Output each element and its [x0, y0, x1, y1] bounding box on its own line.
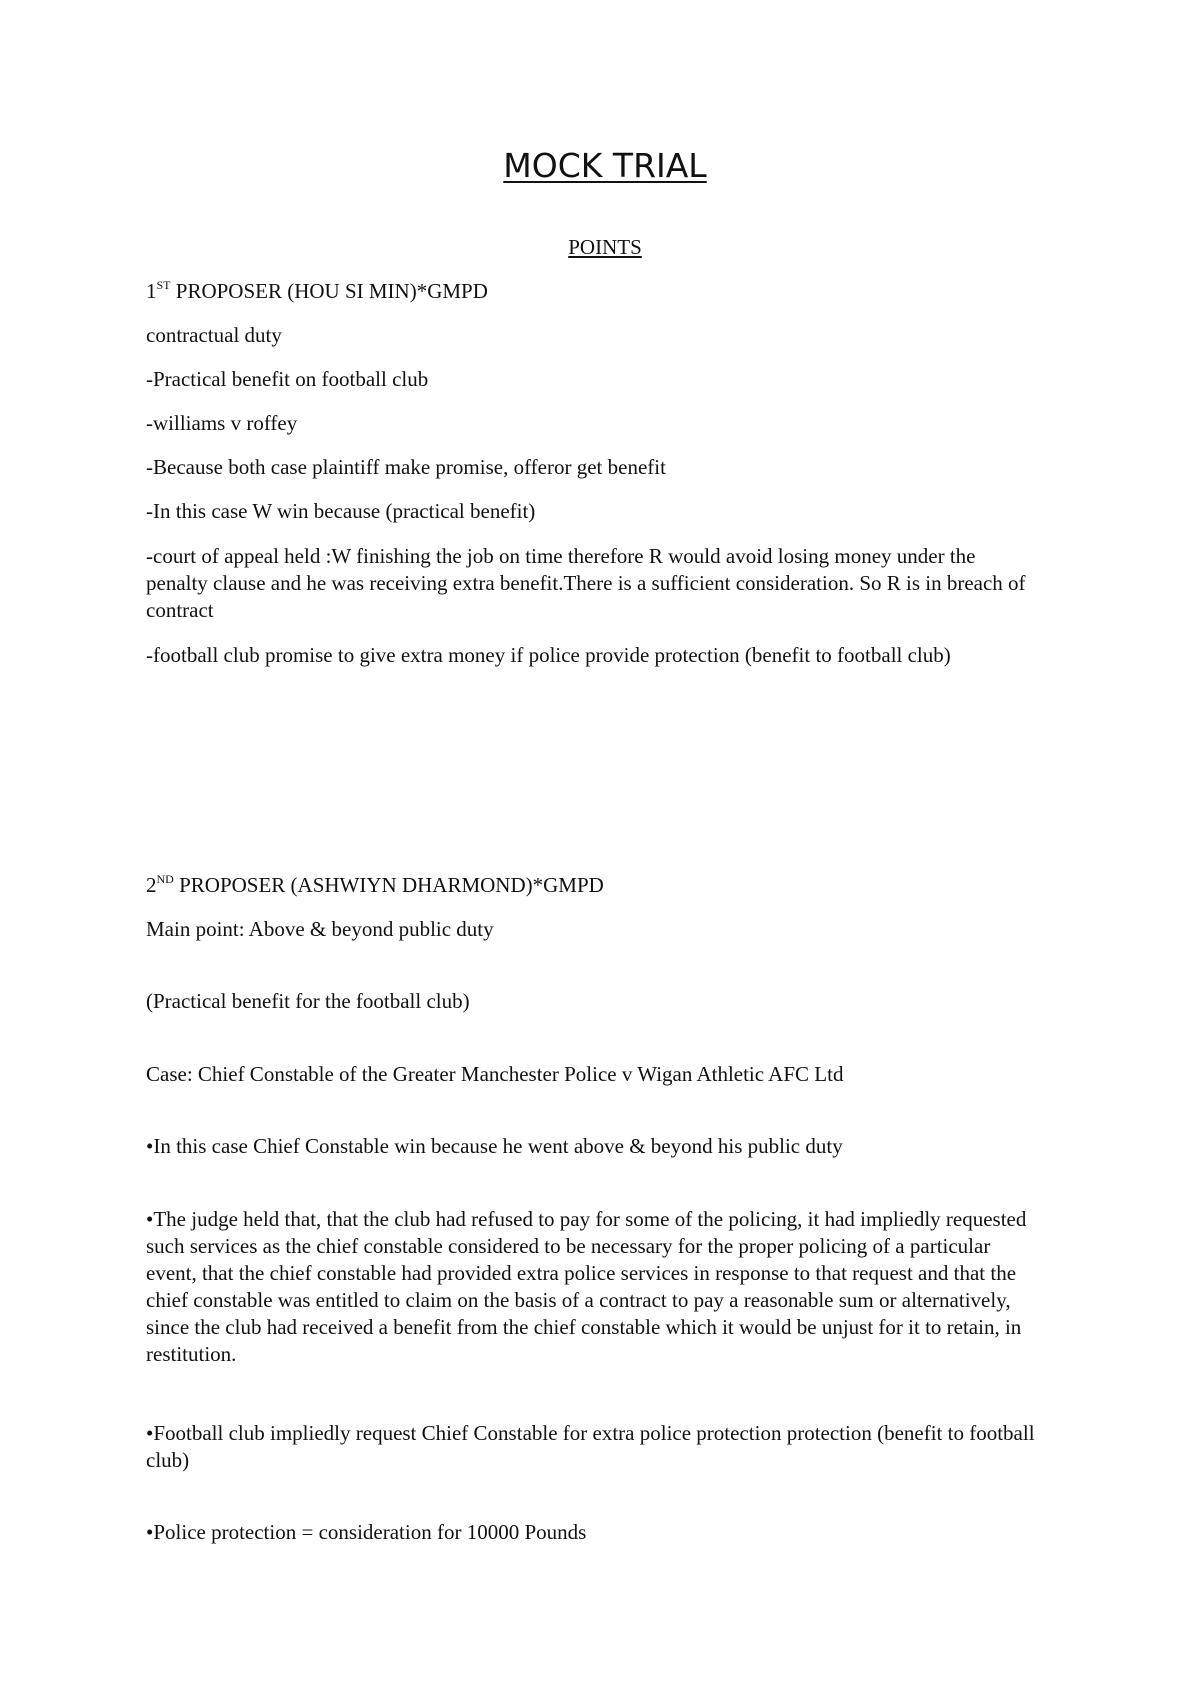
section-1-item: -football club promise to give extra money if police provide protection (benefit to football club) [146, 643, 951, 667]
section-2-item: Case: Chief Constable of the Greater Manchester Police v Wigan Athletic AFC Ltd [146, 1062, 844, 1086]
heading-ordinal-suffix: ST [156, 278, 171, 292]
heading-ordinal-suffix: ND [156, 872, 174, 886]
section-1-item: -Because both case plaintiff make promise, offeror get benefit [146, 455, 666, 479]
heading-text: PROPOSER (HOU SI MIN)*GMPD [170, 279, 488, 303]
section-2-item: Main point: Above & beyond public duty [146, 917, 494, 941]
section-1-item: -Practical benefit on football club [146, 367, 429, 391]
section-2-item: •Police protection = consideration for 10000 Pounds [146, 1520, 587, 1544]
document-title: MOCK TRIAL [503, 146, 707, 185]
section-1-item: -williams v roffey [146, 411, 298, 435]
section-2-item: •In this case Chief Constable win because he went above & beyond his public duty [146, 1134, 843, 1158]
section-1-item: contractual duty [146, 323, 282, 347]
heading-number: 1 [146, 279, 157, 303]
section-1-heading [146, 278, 1046, 305]
section-2-item: •Football club impliedly request Chief Constable for extra police protection protection (benefit to football club) [146, 1421, 1040, 1472]
section-1-item: -court of appeal held :W finishing the job on time therefore R would avoid losing money under the penalty clause and he was receiving extra benefit.There is a sufficient consideration. So R is in breach of contract [146, 544, 1031, 622]
section-2-item: (Practical benefit for the football club) [146, 989, 470, 1013]
heading-text: PROPOSER (ASHWIYN DHARMOND)*GMPD [173, 873, 604, 897]
heading-number: 2 [146, 873, 157, 897]
section-2-heading [146, 872, 1046, 899]
document-subtitle: POINTS [568, 235, 642, 259]
section-1-item: -In this case W win because (practical benefit) [146, 499, 536, 523]
section-2-item: •The judge held that, that the club had refused to pay for some of the policing, it had impliedly requested such services as the chief constable considered to be necessary for the proper policing of a particular event, that the chief constable had provided extra police services in response to that request and that the chief constable was entitled to claim on the basis of a contract to pay a reasonable sum or alternatively, since the club had received a benefit from the chief constable which it would be unjust for it to retain, in restitution. [146, 1207, 1032, 1366]
